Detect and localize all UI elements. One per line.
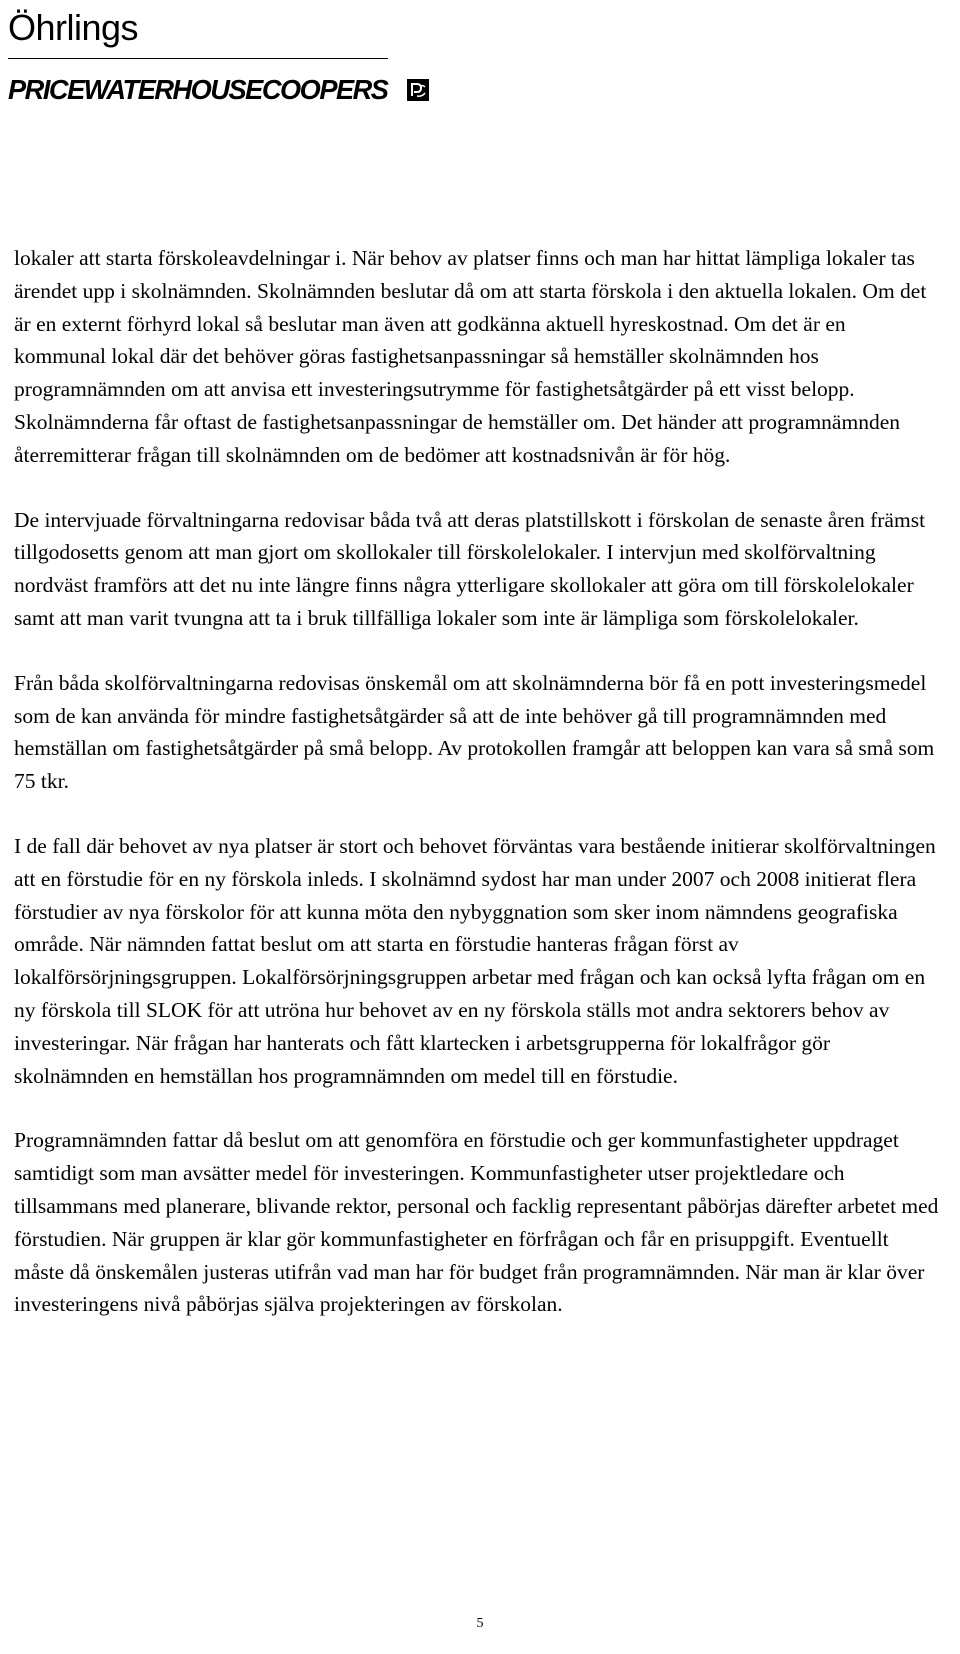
page-number: 5 bbox=[476, 1616, 484, 1631]
header-divider bbox=[8, 58, 388, 59]
paragraph: Programnämnden fattar då beslut om att genomföra en förstudie och ger kommunfastigheter uppdraget samtidigt som man avsätter medel för investeringen. Kommunfastigheter utser projektledare och tillsammans med planerare, blivande rektor, personal och facklig representant påbörjas därefter arbetet med förstudien. När gruppen är klar gör kommunfastigheter en förfrågan och får en prisuppgift. Eventuellt måste då önskemålen justeras utifrån vad man har för budget från programnämnden. När man är klar över investeringens nivå påbörjas själva projekteringen av förskolan. bbox=[14, 1128, 939, 1317]
paragraph: De intervjuade förvaltningarna redovisar båda två att deras platstillskott i förskolan de senaste åren främst tillgodosetts genom att man gjort om skollokaler till förskolelokaler. I intervjun med skolförvaltning nordväst framförs att det nu inte längre finns några ytterligare skollokaler att göra om till förskolelokaler samt att man varit tvungna att ta i bruk tillfälliga lokaler som inte är lämpliga som förskolelokaler. bbox=[14, 507, 926, 630]
brand-name: Öhrlings bbox=[8, 7, 139, 48]
company-logo-text: PRICEWATERHOUSECOOPERS bbox=[8, 74, 388, 105]
paragraph: I de fall där behovet av nya platser är stort och behovet förväntas vara bestående initierar skolförvaltningen att en förstudie för en ny förskola inleds. I skolnämnd sydost har man under 2007 och 2008 initierat flera förstudier av nya förskolor för att kunna möta den nybyggnation som sker inom nämndens geografiska område. När nämnden fattat beslut om att starta en förstudie hanteras frågan först av lokalförsörjningsgruppen. Lokalförsörjningsgruppen arbetar med frågan och kan också lyfta frågan om en ny förskola till SLOK för att utröna hur behovet av en ny förskola ställs mot andra sektorers behov av investeringar. När frågan har hanterats och fått klartecken i arbetsgrupperna för lokalfrågor gör skolnämnden en hemställan hos programnämnden om medel till en förstudie. bbox=[14, 833, 936, 1088]
paragraph: lokaler att starta förskoleavdelningar i. När behov av platser finns och man har hittat lämpliga lokaler tas ärendet upp i skolnämnden. Skolnämnden beslutar då om att starta förskola i den aktuella lokalen. Om det är en externt förhyrd lokal så beslutar man även att godkänna aktuell hyreskostnad. Om det är en kommunal lokal där det behöver göras fastighetsanpassningar så hemställer skolnämnden hos programnämnden om att anvisa ett investeringsutrymme för fastighetsåtgärder på ett visst belopp. Skolnämnderna får oftast de fastighetsanpassningar de hemställer om. Det händer att programnämnden återremitterar frågan till skolnämnden om de bedömer att kostnadsnivån är för hög. bbox=[14, 246, 927, 467]
body-text bbox=[14, 242, 940, 1353]
pwc-monogram-icon bbox=[407, 79, 429, 101]
paragraph: Från båda skolförvaltningarna redovisas önskemål om att skolnämnderna bör få en pott investeringsmedel som de kan använda för mindre fastighetsåtgärder så att de inte behöver gå till programnämnden med hemställan om fastighetsåtgärder på små belopp. Av protokollen framgår att beloppen kan vara så små som 75 tkr. bbox=[14, 670, 935, 794]
page-header bbox=[8, 6, 388, 107]
company-logo bbox=[8, 73, 388, 107]
